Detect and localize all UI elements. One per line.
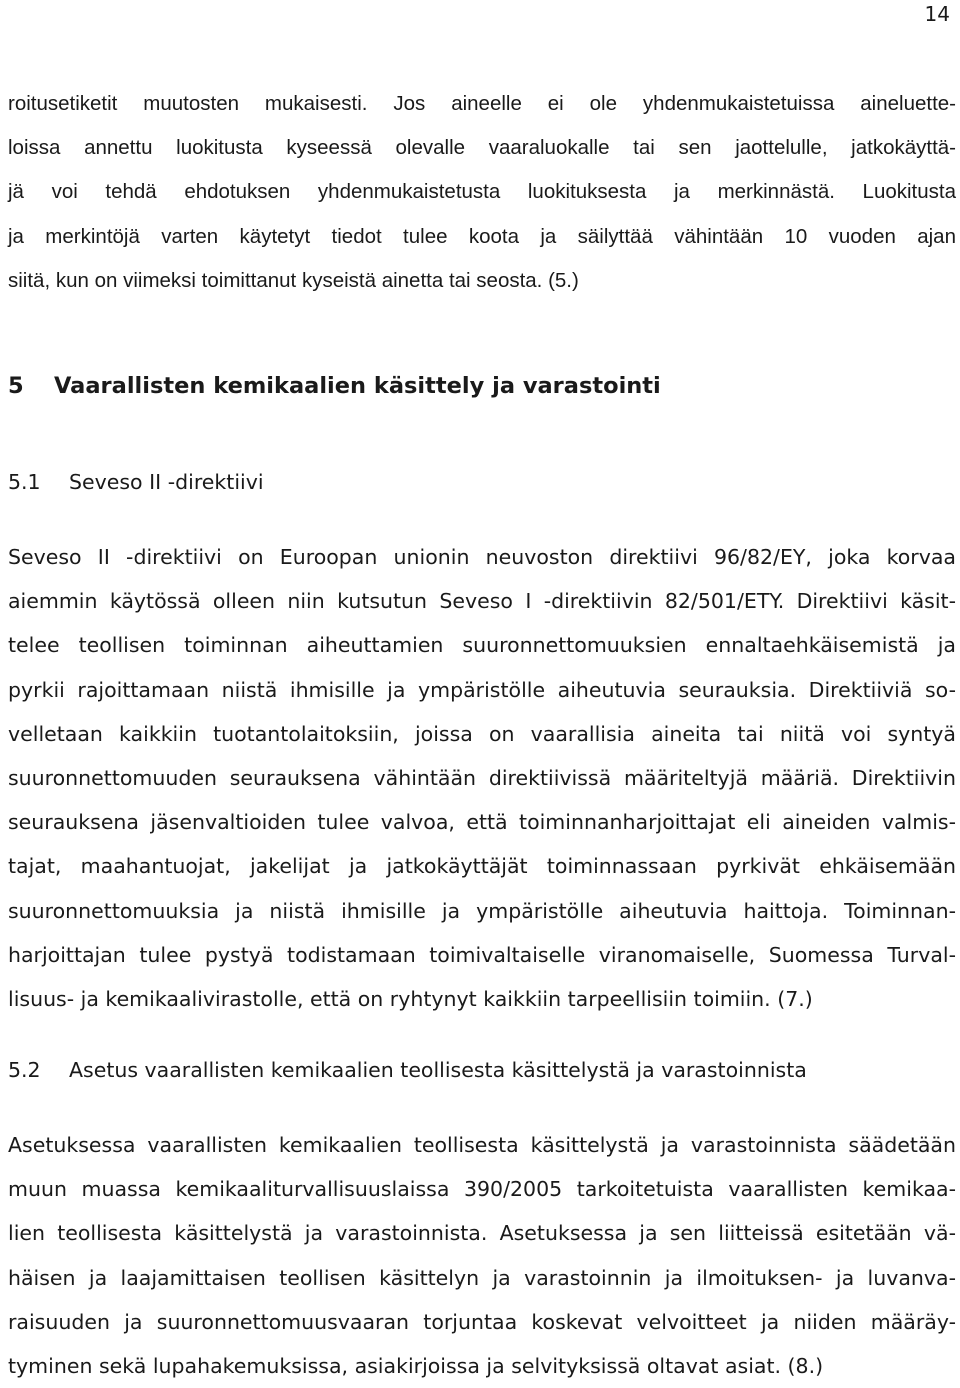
text-line: jä voi tehdä ehdotuksen yhdenmukaistetusta luokituksesta ja merkinnästä. Luokitusta: [8, 180, 956, 204]
section-5-2-paragraph: [8, 1123, 956, 1388]
text-line: loissa annettu luokitusta kyseessä olevalle vaaraluokalle tai sen jaottelulle, jatkokäyttä-: [8, 136, 956, 160]
text-line: tyminen sekä lupahakemuksissa, asiakirjoissa ja selvityksissä oltavat asiat. (8.): [8, 1353, 824, 1378]
text-line: aiemmin käytössä olleen niin kutsutun Seveso I -direktiivin 82/501/ETY. Direktiivi käsit-: [8, 589, 956, 614]
text-line: ja merkintöjä varten käytetyt tiedot tulee koota ja säilyttää vähintään 10 vuoden ajan: [8, 224, 956, 248]
text-line: Seveso II -direktiivi on Euroopan unionin neuvoston direktiivi 96/82/EY, joka korvaa: [8, 545, 956, 569]
text-line: lisuus- ja kemikaalivirastolle, että on ryhtynyt kaikkiin tarpeellisiin toimiin. (7.): [8, 986, 813, 1011]
subsection-heading: [8, 460, 264, 504]
text-line: suuronnettomuuden seurauksena vähintään direktiivissä määriteltyjä määriä. Direktiivin: [8, 765, 956, 790]
subsection-number: 5.2: [8, 1058, 41, 1082]
section-title: Vaarallisten kemikaalien käsittely ja varastointi: [54, 373, 661, 399]
text-line: siitä, kun on viimeksi toimittanut kyseistä ainetta tai seosta. (5.): [8, 268, 579, 292]
section-number: 5: [8, 373, 24, 399]
text-line: Asetuksessa vaarallisten kemikaalien teollisesta käsittelystä ja varastoinnista säädetään: [8, 1133, 956, 1157]
text-line: raisuuden ja suuronnettomuusvaaran torjuntaa koskevat velvoitteet ja niiden määräy-: [8, 1309, 956, 1334]
page-number: 14: [924, 2, 950, 26]
section-heading: [8, 364, 661, 408]
text-line: roitusetiketit muutosten mukaisesti. Jos aineelle ei ole yhdenmukaistetuissa aineluette-: [8, 92, 956, 115]
text-line: tajat, maahantuojat, jakelijat ja jatkokäyttäjät toiminnassaan pyrkivät ehkäisemään: [8, 854, 956, 879]
text-line: telee teollisen toiminnan aiheuttamien suuronnettomuuksien ennaltaehkäisemistä ja: [8, 633, 956, 658]
text-line: velletaan kaikkiin tuotantolaitoksiin, joissa on vaarallisia aineita tai niitä voi syntyä: [8, 721, 956, 746]
text-line: suuronnettomuuksia ja niistä ihmisille ja ympäristölle aiheutuvia haittoja. Toiminnan-: [8, 898, 956, 923]
subsection-title: Asetus vaarallisten kemikaalien teollisesta käsittelystä ja varastoinnista: [69, 1058, 807, 1082]
text-line: pyrkii rajoittamaan niistä ihmisille ja ympäristölle aiheutuvia seurauksia. Direktiiviä so-: [8, 677, 956, 702]
text-line: muun muassa kemikaaliturvallisuuslaissa 390/2005 tarkoitetuista vaarallisten kemikaa-: [8, 1177, 956, 1202]
text-line: häisen ja laajamittaisen teollisen käsittelyn ja varastoinnin ja ilmoituksen- ja luvanva-: [8, 1265, 956, 1290]
text-line: seurauksena jäsenvaltioiden tulee valvoa, että toiminnanharjoittajat eli aineiden valmis-: [8, 810, 956, 835]
intro-paragraph: [8, 82, 956, 303]
subsection-title: Seveso II -direktiivi: [69, 470, 264, 494]
section-5-1-paragraph: [8, 535, 956, 1021]
text-line: lien teollisesta käsittelystä ja varastoinnista. Asetuksessa ja sen liitteissä esitetään vä-: [8, 1221, 956, 1246]
subsection-heading: [8, 1048, 807, 1092]
subsection-number: 5.1: [8, 470, 41, 494]
text-line: harjoittajan tulee pystyä todistamaan toimivaltaiselle viranomaiselle, Suomessa Turval-: [8, 942, 956, 967]
